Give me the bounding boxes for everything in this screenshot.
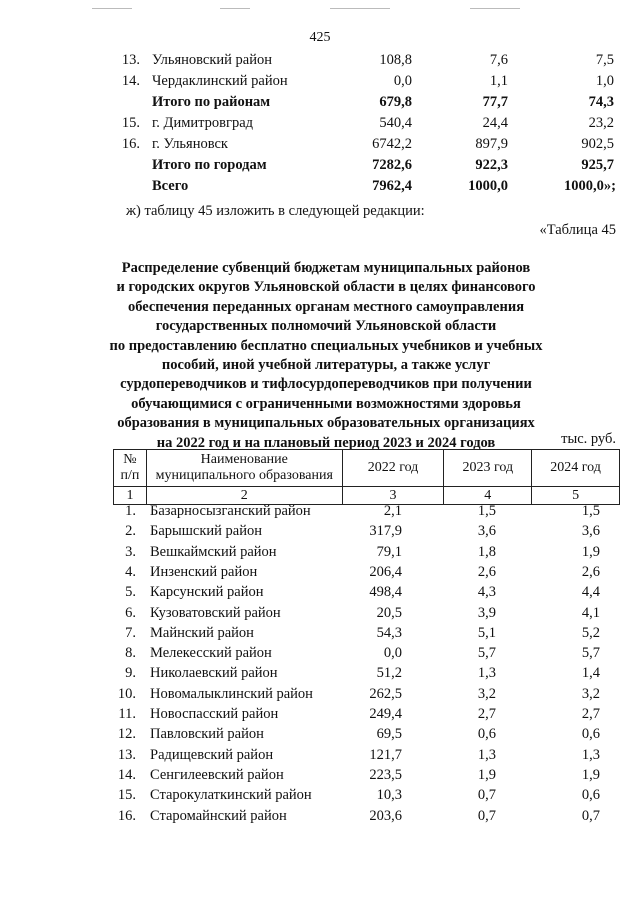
title-line: пособий, иной учебной литературы, а также услуг <box>161 357 491 374</box>
table-row: 8. Мелекесский район 0,0 5,7 5,7 <box>125 645 600 662</box>
table-reference: «Таблица 45 <box>539 222 616 238</box>
table-row: 9. Николаевский район 51,2 1,3 1,4 <box>125 665 600 682</box>
unit-label: тыс. руб. <box>561 431 616 447</box>
subtotal-row: Итого по городам 7282,6 922,3 925,7 <box>152 157 614 173</box>
column-number: 2 <box>146 487 342 505</box>
table-row: 16. Старомайнский район 203,6 0,7 0,7 <box>117 807 600 824</box>
table-row: 13. Радищевский район 121,7 1,3 1,3 <box>117 746 600 763</box>
table-row: 4. Инзенский район 206,4 2,6 2,6 <box>125 563 600 580</box>
header-2022: 2022 год <box>342 450 444 487</box>
column-number: 1 <box>114 487 147 505</box>
title-line: и городских округов Ульяновской области в целях финансового <box>116 279 536 296</box>
table-row: 1. Базарносызганский район 2,1 1,5 1,5 <box>125 503 600 519</box>
table-row: 16. г. Ульяновск 6742,2 897,9 902,5 <box>121 136 614 152</box>
scan-artifact <box>220 8 250 9</box>
table-row: 2. Барышский район 317,9 3,6 3,6 <box>125 523 600 540</box>
header-row <box>114 450 620 487</box>
column-number: 3 <box>342 487 444 505</box>
table-row: 10. Новомалыклинский район 262,5 3,2 3,2 <box>117 685 600 702</box>
subtotal-row: Итого по районам 679,8 77,7 74,3 <box>152 94 614 110</box>
table-row: 3. Вешкаймский район 79,1 1,8 1,9 <box>125 543 600 560</box>
header-name: Наименование муниципального образования <box>146 450 342 487</box>
header-2024: 2024 год <box>532 450 620 487</box>
title-line: Распределение субвенций бюджетам муниципальных районов <box>121 260 531 276</box>
table-row: 14. Чердаклинский район 0,0 1,1 1,0 <box>121 73 614 89</box>
title-line: государственных полномочий Ульяновской области <box>155 318 497 335</box>
table-row: 5. Карсунский район 498,4 4,3 4,4 <box>125 584 600 601</box>
title-line: обеспечения переданных органам местного самоуправления <box>127 298 525 315</box>
title-line: по предоставлению бесплатно специальных учебников и учебных <box>109 337 543 354</box>
table-row: 6. Кузоватовский район 20,5 3,9 4,1 <box>125 604 600 621</box>
title-line: образования в муниципальных образовательных организациях <box>117 415 535 432</box>
scan-artifact <box>330 8 390 9</box>
scan-artifact <box>470 8 520 9</box>
scan-artifact <box>92 8 132 9</box>
amendment-instruction: ж) таблицу 45 изложить в следующей редакции: <box>126 203 425 219</box>
title-line: сурдопереводчиков и тифлосурдопереводчиков при получении <box>120 376 532 393</box>
header-num: № п/п <box>114 450 147 487</box>
table-row: 14. Сенгилеевский район 223,5 1,9 1,9 <box>117 766 600 783</box>
total-row: Всего 7962,4 1000,0 1000,0»; <box>152 178 616 194</box>
table-row: 15. г. Димитровград 540,4 24,4 23,2 <box>121 115 614 131</box>
table-header <box>113 449 620 505</box>
page-number: 425 <box>309 30 331 45</box>
table-row: 12. Павловский район 69,5 0,6 0,6 <box>117 726 600 743</box>
header-2023: 2023 год <box>444 450 532 487</box>
table-row: 11. Новоспасский район 249,4 2,7 2,7 <box>118 706 600 722</box>
column-number: 5 <box>532 487 620 505</box>
table-row: 13. Ульяновский район 108,8 7,6 7,5 <box>121 52 614 68</box>
title-line: на 2022 год и на плановый период 2023 и 2024 годов <box>156 434 496 451</box>
table-title <box>88 259 564 453</box>
title-line: обучающимися с ограниченными возможностями здоровья <box>131 395 521 412</box>
table-row: 7. Майнский район 54,3 5,1 5,2 <box>125 624 600 641</box>
column-number: 4 <box>444 487 532 505</box>
table-row: 15. Старокулаткинский район 10,3 0,7 0,6 <box>117 787 600 804</box>
